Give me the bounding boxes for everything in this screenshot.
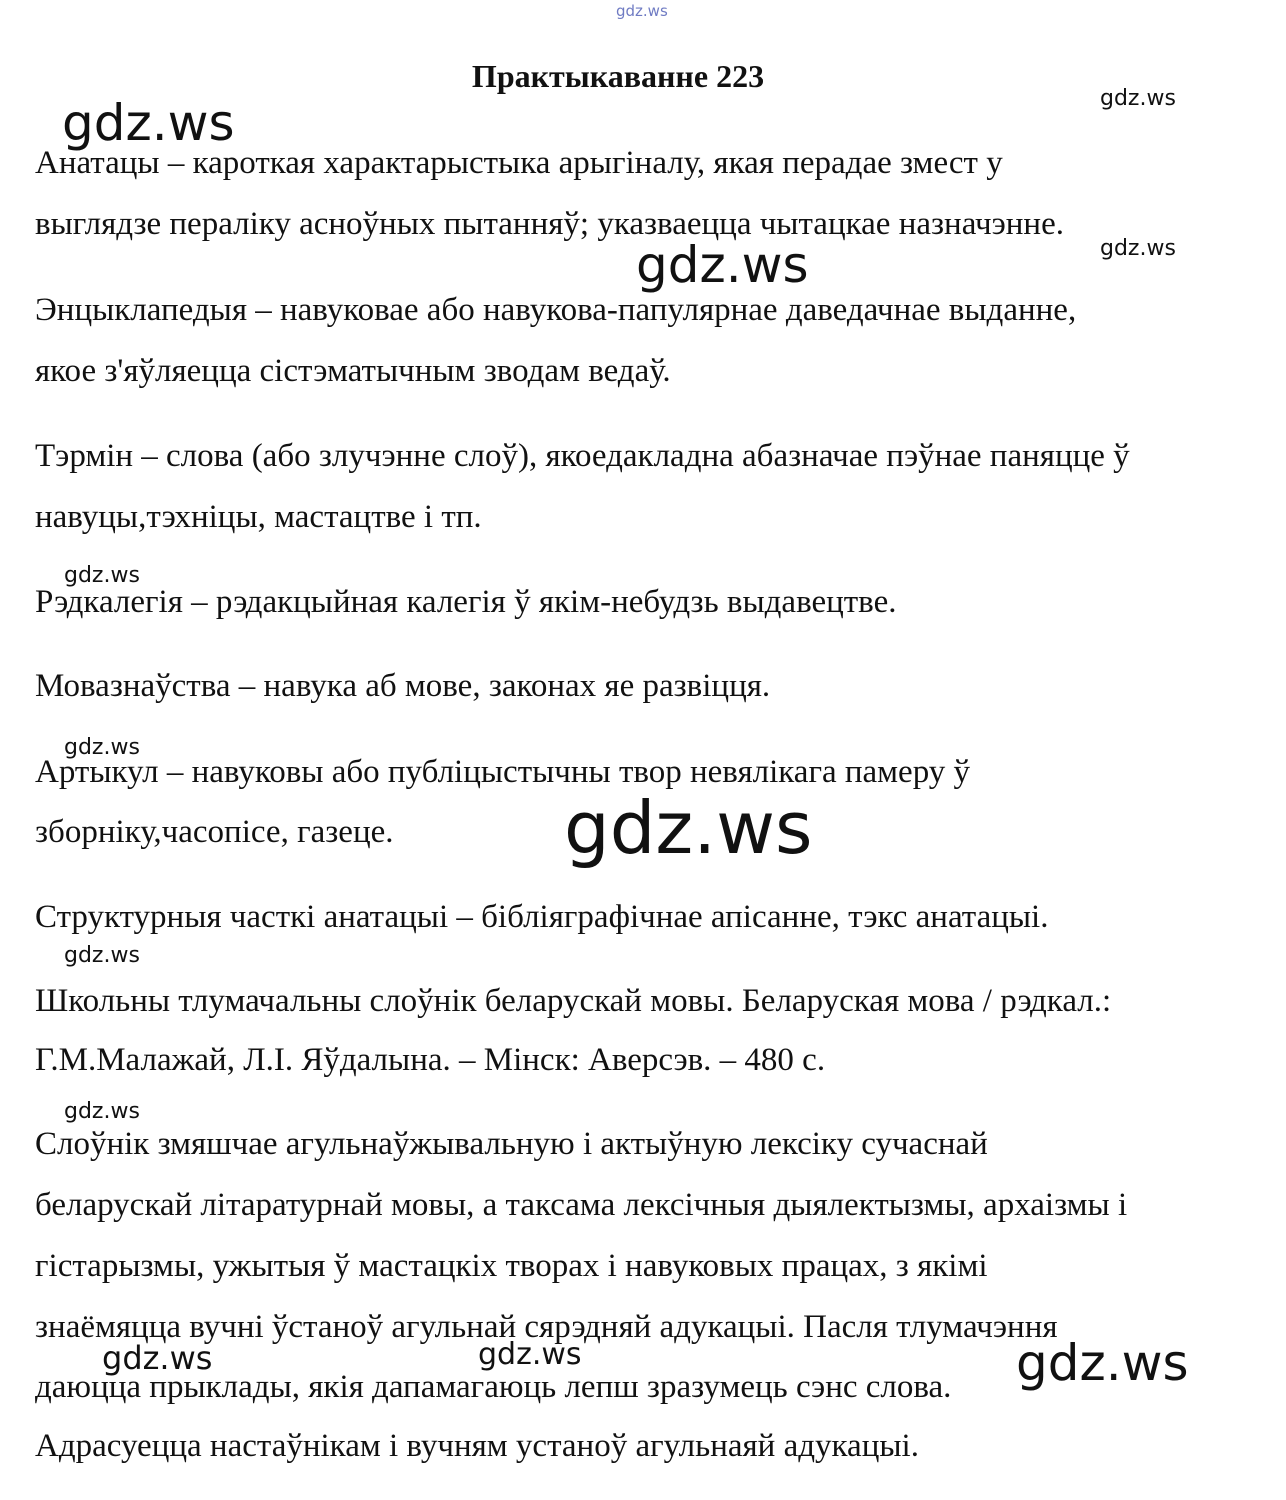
text-line: Школьны тлумачальны слоўнік беларускай мовы. Беларуская мова / рэдкал.: (35, 983, 1112, 1019)
watermark: gdz.ws (564, 786, 813, 870)
text-line: даюцца прыклады, якія дапамагаюць лепш зразумець сэнс слова. (35, 1369, 952, 1405)
watermark: gdz.ws (636, 236, 809, 294)
watermark: gdz.ws (478, 1337, 582, 1372)
text-line: Структурныя часткі анатацыі – бібліяграфічнае апісанне, тэкс анатацыі. (35, 899, 1049, 935)
watermark: gdz.ws (1016, 1334, 1189, 1392)
text-line: беларускай літаратурнай мовы, а таксама лексічныя дыялектызмы, архаізмы і (35, 1187, 1128, 1223)
watermark: gdz.ws (1100, 86, 1176, 111)
text-line: Адрасуецца настаўнікам і вучням устаноў агульнаяй адукацыі. (35, 1428, 919, 1464)
text-line: якое з'яўляецца сістэматычным зводам ведаў. (35, 353, 671, 389)
text-line: Слоўнік змяшчае агульнаўжывальную і актыўную лексіку сучаснай (35, 1126, 988, 1162)
watermark: gdz.ws (64, 563, 140, 588)
watermark-top: gdz.ws (616, 2, 668, 20)
text-line: гістарызмы, ужытыя ў мастацкіх творах і навуковых працах, з якімі (35, 1248, 988, 1284)
text-line: выглядзе пераліку асноўных пытанняў; указваецца чытацкае назначэнне. (35, 206, 1064, 242)
text-line: знаёмяцца вучні ўстаноў агульнай сярэдняй адукацыі. Пасля тлумачэння (35, 1309, 1058, 1345)
text-line: Тэрмін – слова (або злучэнне слоў), якоедакладна абазначае пэўнае паняцце ў (35, 438, 1130, 474)
watermark: gdz.ws (64, 735, 140, 760)
text-line: Г.М.Малажай, Л.І. Яўдалына. – Мінск: Аверсэв. – 480 с. (35, 1042, 826, 1078)
text-line: Артыкул – навуковы або публіцыстычны твор невялікага памеру ў (35, 754, 971, 790)
text-line: Рэдкалегія – рэдакцыйная калегія ў якім-небудзь выдавецтве. (35, 584, 897, 620)
watermark: gdz.ws (64, 1099, 140, 1124)
watermark: gdz.ws (1100, 236, 1176, 261)
text-line: Мовазнаўства – навука аб мове, законах яе развіцця. (35, 668, 771, 704)
watermark: gdz.ws (102, 1339, 213, 1377)
text-line: Анатацы – кароткая характарыстыка арыгіналу, якая перадае змест у (35, 145, 1003, 181)
exercise-title: Практыкаванне 223 (471, 58, 765, 94)
text-line: Энцыклапедыя – навуковае або навукова-папулярнае даведачнае выданне, (35, 292, 1077, 328)
watermark: gdz.ws (62, 94, 235, 152)
text-line: зборніку,часопісе, газеце. (35, 814, 394, 850)
watermark: gdz.ws (64, 943, 140, 968)
text-line: навуцы,тэхніцы, мастацтве і тп. (35, 499, 482, 535)
